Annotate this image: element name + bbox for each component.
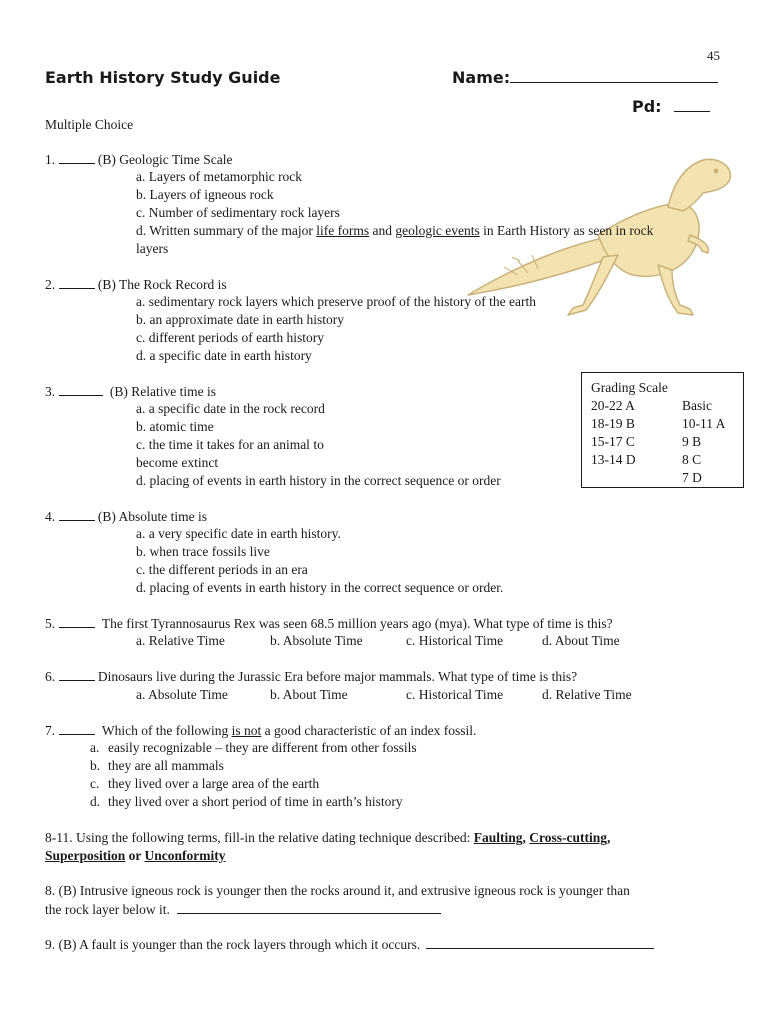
option-5d: d. About Time xyxy=(542,633,620,648)
period-blank[interactable] xyxy=(674,97,710,112)
fill-in-terms: Superposition or Unconformity xyxy=(45,848,226,863)
option-3d: d. placing of events in earth history in the correct sequence or order xyxy=(136,473,501,488)
name-label: Name: xyxy=(452,68,511,87)
option-6d: d. Relative Time xyxy=(542,687,632,702)
option-6b: b. About Time xyxy=(270,687,348,702)
option-2d: d. a specific date in earth history xyxy=(136,348,312,363)
section-label: Multiple Choice xyxy=(45,117,134,132)
question-5: 5. The first Tyrannosaurus Rex was seen 68.5 million years ago (mya). What type of time is this? xyxy=(45,616,613,631)
question-8: 8. (B) Intrusive igneous rock is younger then the rocks around it, and extrusive igneous rock is younger than xyxy=(45,883,630,898)
option-4c: c. the different periods in an era xyxy=(136,562,308,577)
grading-row: 20-22 A Basic xyxy=(591,398,712,413)
option-3c: c. the time it takes for an animal to xyxy=(136,437,324,452)
fill-in-instructions: 8-11. Using the following terms, fill-in the relative dating technique described: Faulting, Cross-cutting, xyxy=(45,830,611,845)
name-field xyxy=(452,68,718,87)
option-7c: c. they lived over a large area of the earth xyxy=(90,776,320,791)
question-4: 4. (B) Absolute time is xyxy=(45,509,207,524)
question-6: 6. Dinosaurs live during the Jurassic Era before major mammals. What type of time is this? xyxy=(45,669,578,684)
option-1c: c. Number of sedimentary rock layers xyxy=(136,205,340,220)
option-5b: b. Absolute Time xyxy=(270,633,363,648)
option-7a: a. easily recognizable – they are different from other fossils xyxy=(90,740,417,755)
answer-line-8[interactable] xyxy=(177,901,441,914)
grading-row: 7 D xyxy=(682,470,702,485)
grading-scale-box xyxy=(581,372,744,488)
answer-blank-1[interactable] xyxy=(59,151,95,164)
option-6a: a. Absolute Time xyxy=(136,687,228,702)
name-blank[interactable] xyxy=(510,68,718,83)
option-7d: d. they lived over a short period of time in earth’s history xyxy=(90,794,403,809)
question-2: 2. (B) The Rock Record is xyxy=(45,277,227,292)
answer-line-9[interactable] xyxy=(426,936,654,949)
option-4d: d. placing of events in earth history in the correct sequence or order. xyxy=(136,580,504,595)
page-number: 45 xyxy=(707,48,720,63)
question-3: 3. (B) Relative time is xyxy=(45,384,216,399)
grading-row: 13-14 D 8 C xyxy=(591,452,702,467)
question-7: 7. Which of the following is not a good characteristic of an index fossil. xyxy=(45,723,477,738)
grading-row: 15-17 C 9 B xyxy=(591,434,702,449)
page-title: Earth History Study Guide xyxy=(45,68,281,87)
option-3b: b. atomic time xyxy=(136,419,214,434)
option-4a: a. a very specific date in earth history. xyxy=(136,526,341,541)
option-1d-continued: layers xyxy=(136,241,169,256)
option-1b: b. Layers of igneous rock xyxy=(136,187,274,202)
answer-blank-6[interactable] xyxy=(59,668,95,681)
answer-blank-5[interactable] xyxy=(59,615,95,628)
option-1d: d. Written summary of the major life forms and geologic events in Earth History as seen in rock xyxy=(136,223,654,238)
question-9: 9. (B) A fault is younger than the rock layers through which it occurs. xyxy=(45,936,654,953)
question-8-continued: the rock layer below it. xyxy=(45,901,441,918)
answer-blank-4[interactable] xyxy=(59,508,95,521)
period-label: Pd: xyxy=(632,97,662,116)
grading-row: 18-19 B 10-11 A xyxy=(591,416,726,431)
option-1a: a. Layers of metamorphic rock xyxy=(136,169,303,184)
option-6c: c. Historical Time xyxy=(406,687,504,702)
question-1: 1. (B) Geologic Time Scale xyxy=(45,152,233,167)
option-4b: b. when trace fossils live xyxy=(136,544,270,559)
option-7b: b. they are all mammals xyxy=(90,758,224,773)
option-3a: a. a specific date in the rock record xyxy=(136,401,325,416)
option-5c: c. Historical Time xyxy=(406,633,504,648)
period-field xyxy=(632,97,710,116)
answer-blank-2[interactable] xyxy=(59,276,95,289)
answer-blank-7[interactable] xyxy=(59,722,95,735)
option-2a: a. sedimentary rock layers which preserve proof of the history of the earth xyxy=(136,294,536,309)
grading-scale-title: Grading Scale xyxy=(591,380,668,395)
option-3c-continued: become extinct xyxy=(136,455,219,470)
option-5a: a. Relative Time xyxy=(136,633,225,648)
option-2b: b. an approximate date in earth history xyxy=(136,312,345,327)
option-2c: c. different periods of earth history xyxy=(136,330,324,345)
answer-blank-3[interactable] xyxy=(59,383,103,396)
